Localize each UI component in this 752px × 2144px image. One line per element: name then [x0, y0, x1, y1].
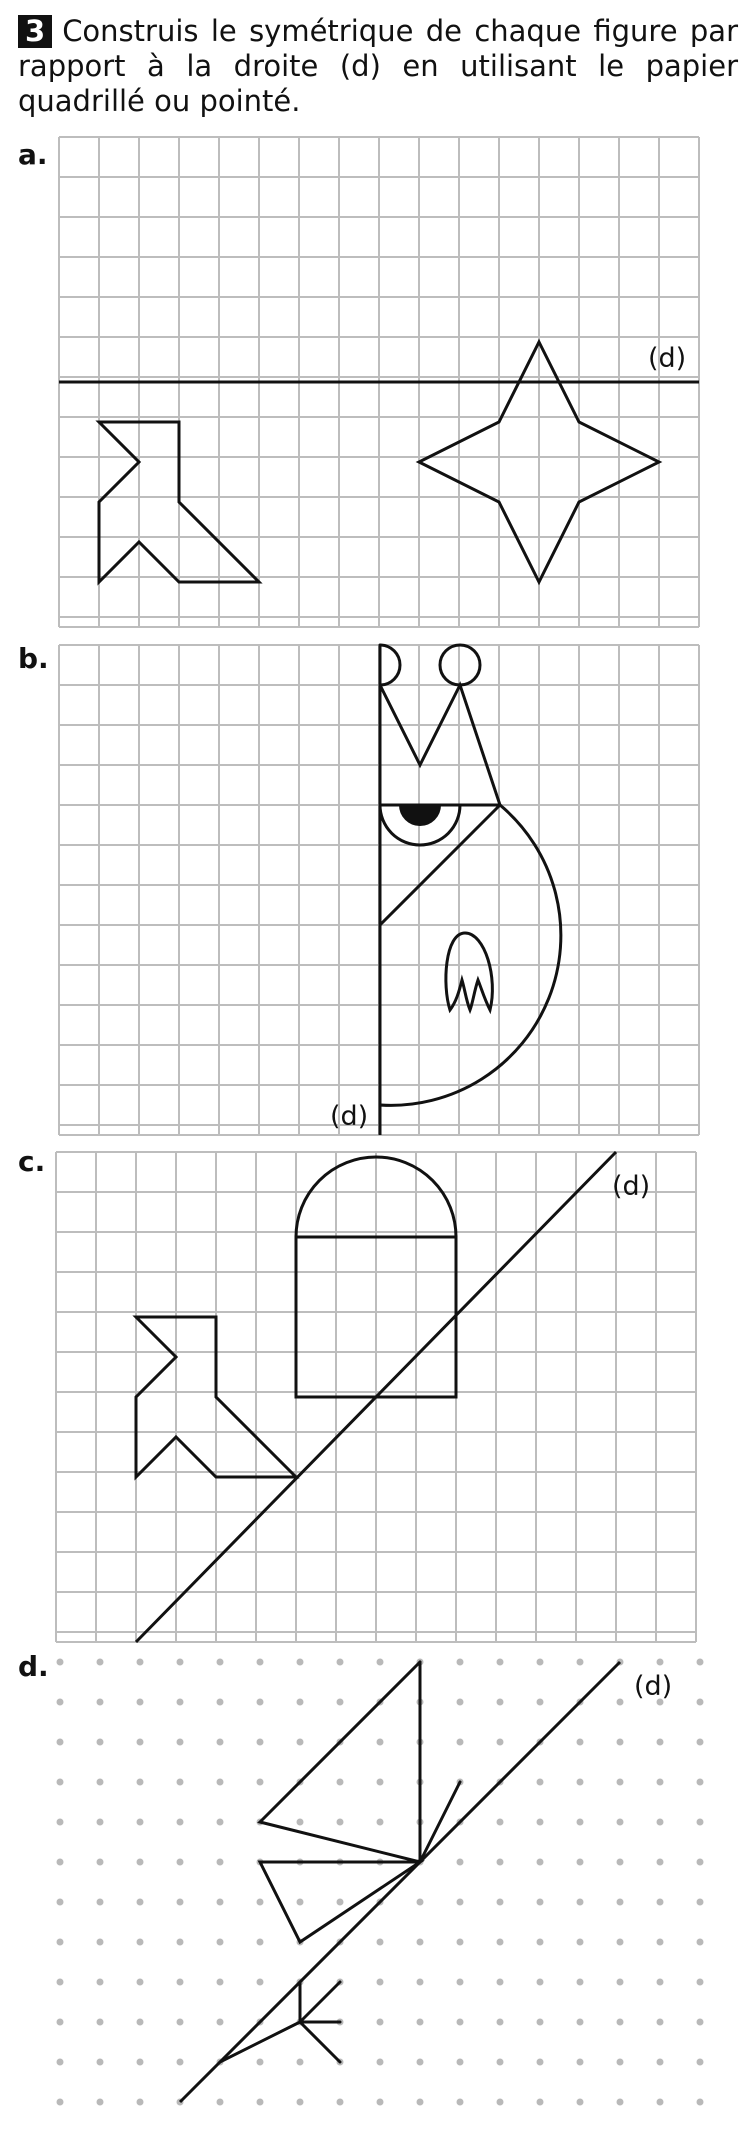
- paw-shape: [446, 933, 493, 1010]
- cat-figure-b: [380, 645, 561, 1105]
- axis-line-d: [180, 1662, 620, 2102]
- part-d-label: d.: [18, 1650, 49, 1683]
- part-b-label: b.: [18, 642, 49, 675]
- bird-figure-d: [220, 1662, 460, 2062]
- instruction-text: Construis le symétrique de chaque figure par rapport à la droite (d) en utilisant le papier quadrillé ou pointé.: [18, 14, 738, 118]
- part-c-label: c.: [18, 1145, 46, 1178]
- axis-label-d: (d): [634, 1671, 673, 1702]
- axis-label-c: (d): [612, 1171, 651, 1202]
- axis-label-b: (d): [330, 1101, 369, 1132]
- exercise-number: 3: [18, 15, 52, 48]
- dot-grid-d: [57, 1659, 704, 2106]
- axis-label-a: (d): [648, 343, 687, 374]
- part-a-label: a.: [18, 138, 48, 171]
